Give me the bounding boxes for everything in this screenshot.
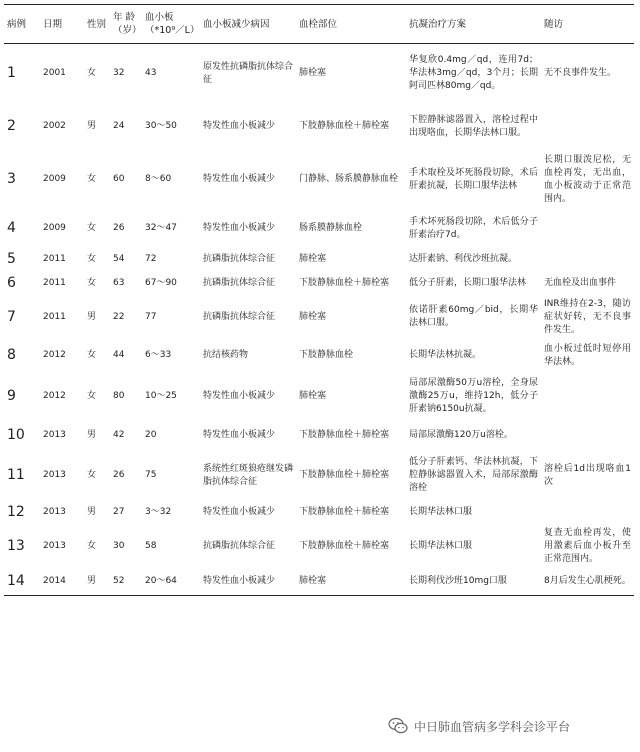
cell-site: 肺栓塞: [299, 391, 327, 401]
cell-treatment: 长期利伐沙班10mg口服: [406, 568, 541, 596]
cell-case: 6: [7, 275, 16, 291]
cell-site: 下肢静脉血栓＋肺栓塞: [299, 121, 390, 131]
cell-case: 2: [7, 118, 16, 134]
cell-platelet: 6～33: [145, 350, 172, 360]
cell-platelet: 75: [145, 470, 157, 480]
cell-age: 26: [113, 223, 125, 233]
cell-platelet: 8～60: [145, 174, 172, 184]
cell-cause: 特发性血小板减少: [203, 121, 276, 131]
cell-case: 9: [7, 388, 16, 404]
cell-date: 2009: [43, 174, 66, 184]
cell-site: 下肢静脉血栓: [299, 350, 354, 360]
cell-followup: [541, 421, 634, 451]
table-row: [4, 272, 634, 296]
cell-date: 2011: [43, 254, 66, 264]
cell-date: 2013: [43, 540, 66, 551]
cell-sex: 女: [87, 540, 97, 551]
cell-sex: 男: [84, 568, 110, 596]
cell-treatment: 长期华法林抗凝。: [409, 350, 482, 360]
table-row: [4, 373, 634, 421]
cell-followup: [541, 104, 634, 150]
header-date: 日期: [40, 5, 84, 44]
cell-followup: INR维持在2-3，随访症状好转，无不良事件发生。: [544, 298, 631, 335]
header-followup: 随访: [541, 5, 634, 44]
cell-platelet: 32～47: [145, 223, 177, 233]
cell-age: 27: [113, 507, 125, 517]
header-treatment: 抗凝治疗方案: [406, 5, 541, 44]
cell-age: 32: [113, 68, 125, 79]
cell-cause: 特发性血小板减少: [203, 391, 276, 401]
cell-treatment: 长期华法林口服: [409, 507, 473, 517]
cell-treatment: 依诺肝素60mg／bid，长期华法林口服。: [409, 305, 538, 328]
cell-treatment: 华复欣0.4mg／qd，连用7d；华法林3mg／qd，3个月；长期阿司匹林80mg／qd。: [409, 55, 538, 92]
cell-sex: 女: [87, 391, 97, 401]
cell-case: 8: [7, 347, 16, 363]
cell-cause: 原发性抗磷脂抗体综合征: [203, 61, 294, 85]
cell-treatment: 局部尿激酶120万u溶栓。: [409, 430, 513, 440]
cell-site: 下肢静脉血栓＋肺栓塞: [299, 430, 390, 440]
cell-followup: 长期口服泼尼松，无血栓再发，无出血，血小板波动于正常范围内。: [544, 154, 631, 204]
cell-platelet: 20～64: [142, 568, 200, 596]
cell-case: 4: [7, 220, 16, 236]
table-row: [4, 568, 634, 596]
header-age: 年 龄（岁）: [110, 5, 142, 44]
cell-date: 2001: [43, 68, 66, 79]
cell-platelet: 77: [145, 311, 157, 322]
cell-treatment: 低分子肝素，长期口服华法林: [409, 278, 527, 288]
cell-age: 30: [113, 540, 125, 551]
cell-site: 下肢静脉血栓＋肺栓塞: [299, 470, 390, 480]
cell-sex: 男: [87, 311, 97, 322]
cell-case: 5: [7, 251, 16, 267]
case-table: [4, 4, 634, 596]
cell-followup: 8月后发生心肌梗死。: [541, 568, 634, 596]
cell-site: 肺栓塞: [299, 68, 327, 79]
cell-age: 52: [110, 568, 142, 596]
cell-followup: 无血栓及出血事件: [544, 278, 617, 288]
cell-date: 2002: [43, 121, 66, 131]
cell-followup: 复查无血栓再发，使用激素后血小板升至正常范围内。: [544, 527, 631, 564]
cell-platelet: 30～50: [145, 121, 177, 131]
cell-followup: [541, 210, 634, 248]
cell-site: 肺栓塞: [296, 568, 406, 596]
cell-cause: 抗磷脂抗体综合征: [203, 540, 276, 551]
cell-followup: 溶栓后1d出现咯血1次: [544, 463, 631, 487]
cell-age: 24: [113, 121, 125, 131]
cell-cause: 抗结核药物: [203, 350, 249, 360]
cell-age: 42: [113, 430, 125, 440]
cell-site: 肺栓塞: [299, 311, 327, 322]
cell-platelet: 72: [145, 254, 157, 264]
cell-age: 63: [113, 278, 125, 288]
cell-cause: 特发性血小板减少: [203, 223, 276, 233]
cell-cause: 特发性血小板减少: [203, 174, 276, 184]
table-row: [4, 451, 634, 501]
cell-treatment: 低分子肝素钙、华法林抗凝，下腔静脉滤器置入术，局部尿激酶溶栓: [409, 457, 538, 493]
cell-date: 2013: [43, 470, 66, 480]
cell-date: 2011: [43, 278, 66, 288]
cell-site: 门静脉、肠系膜静脉血栓: [299, 174, 399, 184]
cell-date: 2013: [43, 430, 66, 440]
cell-date: 2011: [43, 311, 66, 322]
header-case: 病例: [4, 5, 40, 44]
cell-treatment: 下腔静脉滤器置入，溶栓过程中出现咯血，长期华法林口服。: [409, 114, 538, 138]
cell-case: 3: [7, 171, 16, 187]
cell-platelet: 10～25: [145, 391, 177, 401]
cell-sex: 女: [87, 254, 97, 264]
cell-cause: 抗磷脂抗体综合征: [203, 278, 276, 288]
cell-date: 2012: [43, 350, 66, 360]
table-row: [4, 44, 634, 104]
cell-followup: [541, 248, 634, 272]
cell-platelet: 3～32: [145, 507, 172, 517]
header-cause: 血小板减少病因: [200, 5, 296, 44]
wechat-icon: [388, 716, 408, 736]
cell-case: 11: [7, 467, 25, 483]
cell-cause: 系统性红斑狼疮继发磷脂抗体综合征: [203, 463, 294, 487]
watermark: [388, 714, 636, 738]
cell-followup: 血小板过低时短停用华法林。: [544, 343, 631, 367]
cell-case: 10: [7, 427, 25, 443]
cell-site: 下肢静脉血栓＋肺栓塞: [299, 507, 390, 517]
cell-sex: 女: [87, 350, 97, 360]
cell-treatment: 长期华法林口服: [409, 540, 473, 551]
cell-followup: 无不良事件发生。: [544, 68, 617, 79]
cell-age: 26: [113, 470, 125, 480]
table-row: [4, 210, 634, 248]
cell-case: 13: [7, 537, 25, 554]
table-row: [4, 421, 634, 451]
cell-treatment: 手术取栓及坏死肠段切除，术后肝素抗凝，长期口服华法林: [409, 167, 538, 191]
cell-sex: 女: [87, 470, 97, 480]
cell-age: 22: [113, 311, 125, 322]
cell-site: 肠系膜静脉血栓: [299, 223, 363, 233]
header-sex: 性别: [84, 5, 110, 44]
table-row: [4, 248, 634, 272]
table-header-row: [4, 5, 634, 44]
cell-case: 14: [4, 568, 40, 596]
cell-date: 2012: [43, 391, 66, 401]
header-site: 血栓部位: [296, 5, 406, 44]
cell-sex: 女: [87, 174, 97, 184]
cell-site: 下肢静脉血栓＋肺栓塞: [299, 540, 390, 551]
cell-platelet: 43: [145, 68, 157, 79]
table-row: [4, 150, 634, 210]
cell-cause: 特发性血小板减少: [200, 568, 296, 596]
table-row: [4, 501, 634, 525]
cell-sex: 男: [87, 507, 97, 517]
cell-followup: [541, 373, 634, 421]
cell-platelet: 58: [145, 540, 157, 551]
cell-age: 44: [113, 350, 125, 360]
cell-date: 2014: [40, 568, 84, 596]
cell-sex: 男: [87, 121, 97, 131]
cell-sex: 女: [87, 278, 97, 288]
header-platelet: 血小板（*10⁹／L）: [142, 5, 200, 44]
table-row: [4, 104, 634, 150]
cell-case: 7: [7, 308, 16, 325]
table-row: [4, 339, 634, 373]
cell-cause: 抗磷脂抗体综合征: [203, 254, 276, 264]
cell-treatment: 局部尿激酶50万u溶栓，全身尿激酶25万u，维持12h，低分子肝素钠6150u抗凝。: [409, 378, 538, 414]
cell-followup: [541, 501, 634, 525]
cell-sex: 女: [87, 223, 97, 233]
cell-platelet: 67～90: [145, 278, 177, 288]
cell-case: 1: [7, 65, 16, 82]
cell-platelet: 20: [145, 430, 157, 440]
cell-cause: 特发性血小板减少: [203, 430, 276, 440]
cell-cause: 抗磷脂抗体综合征: [203, 311, 276, 322]
cell-age: 54: [113, 254, 125, 264]
table-row: [4, 296, 634, 339]
watermark-text: 中日肺血管病多学科会诊平台: [414, 719, 571, 734]
table-row: [4, 525, 634, 568]
cell-age: 80: [113, 391, 125, 401]
cell-date: 2009: [43, 223, 66, 233]
cell-site: 下肢静脉血栓＋肺栓塞: [299, 278, 390, 288]
cell-date: 2013: [43, 507, 66, 517]
cell-cause: 特发性血小板减少: [203, 507, 276, 517]
cell-case: 12: [7, 504, 25, 520]
cell-site: 肺栓塞: [299, 254, 327, 264]
cell-treatment: 达肝素钠、利伐沙班抗凝。: [409, 254, 518, 264]
cell-treatment: 手术坏死肠段切除，术后低分子肝素治疗7d。: [409, 216, 538, 240]
cell-sex: 男: [87, 430, 97, 440]
cell-sex: 女: [87, 68, 97, 79]
cell-age: 60: [113, 174, 125, 184]
